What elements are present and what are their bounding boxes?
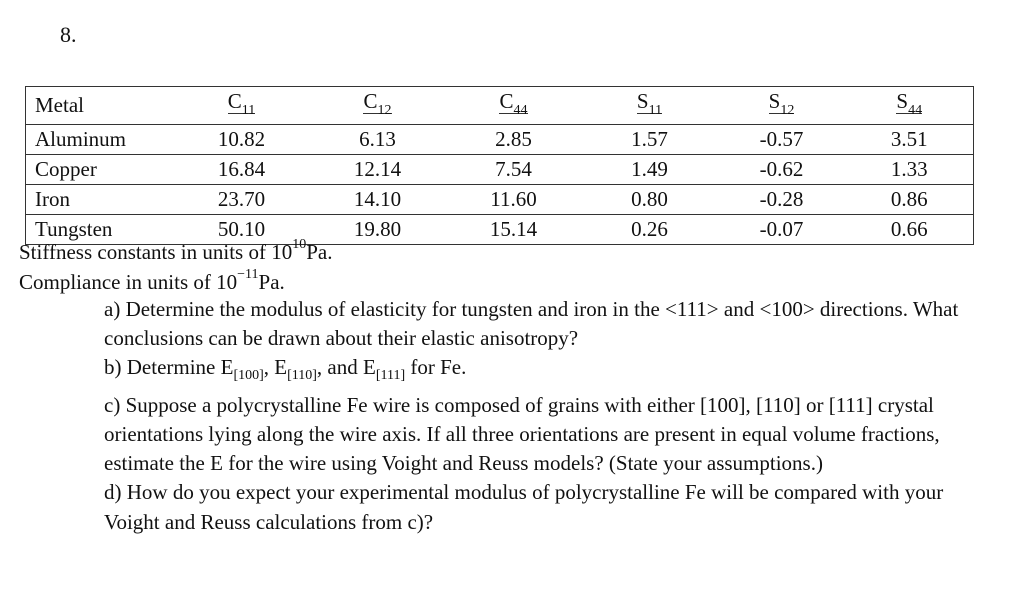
question-a: a) Determine the modulus of elasticity for tungsten and iron in the <111> and <100> directions. What conclusions can be drawn about their elastic anisotropy? xyxy=(104,297,959,351)
cell-c44: 2.85 xyxy=(446,125,582,155)
cell-c44: 15.14 xyxy=(446,215,582,245)
cell-s44: 0.66 xyxy=(846,215,974,245)
header-s11: $S_{11}$ xyxy=(582,87,718,125)
cell-s44: 1.33 xyxy=(846,155,974,185)
compliance-units-note: Compliance in units of $10^{-11}Pa$. xyxy=(19,267,285,294)
header-s12: $S_{12}$ xyxy=(718,87,846,125)
cell-s44: 0.86 xyxy=(846,185,974,215)
header-s44: $S_{44}$ xyxy=(846,87,974,125)
cell-c44: 7.54 xyxy=(446,155,582,185)
cell-c11: 10.82 xyxy=(174,125,310,155)
cell-s11: 0.26 xyxy=(582,215,718,245)
cell-c12: 12.14 xyxy=(310,155,446,185)
question-list xyxy=(104,295,984,537)
cell-s12: -0.07 xyxy=(718,215,846,245)
cell-c11: 16.84 xyxy=(174,155,310,185)
cell-c11: 23.70 xyxy=(174,185,310,215)
cell-c44: 11.60 xyxy=(446,185,582,215)
cell-metal: Iron xyxy=(26,185,174,215)
cell-s12: -0.62 xyxy=(718,155,846,185)
cell-s44: 3.51 xyxy=(846,125,974,155)
problem-number: 8. xyxy=(60,22,77,47)
cell-s11: 1.49 xyxy=(582,155,718,185)
cell-s12: -0.57 xyxy=(718,125,846,155)
cell-s12: -0.28 xyxy=(718,185,846,215)
cell-s11: 1.57 xyxy=(582,125,718,155)
question-b: b) Determine $E_{[100]}$, $E_{[110]}$, and $E_{[111]}$ for Fe. xyxy=(104,355,467,384)
cell-metal: Copper xyxy=(26,155,174,185)
cell-c11: 50.10 xyxy=(174,215,310,245)
cell-metal: Tungsten xyxy=(26,215,174,245)
cell-c12: 19.80 xyxy=(310,215,446,245)
table-row-copper xyxy=(26,155,974,185)
cell-c12: 6.13 xyxy=(310,125,446,155)
header-c11: $C_{11}$ xyxy=(174,87,310,125)
table-row-aluminum xyxy=(26,125,974,155)
question-d: d) How do you expect your experimental modulus of polycrystalline Fe will be compared with your Voight and Reuss calculations from c)? xyxy=(104,480,944,534)
cell-metal: Aluminum xyxy=(26,125,174,155)
stiffness-units-note: Stiffness constants in units of $10^{10}Pa$. xyxy=(19,237,333,264)
header-c44: $C_{44}$ xyxy=(446,87,582,125)
table-row-iron xyxy=(26,185,974,215)
table-header-row xyxy=(26,87,974,125)
elastic-constants-table xyxy=(25,86,974,245)
header-c12: $C_{12}$ xyxy=(310,87,446,125)
header-metal: Metal xyxy=(26,87,174,125)
cell-s11: 0.80 xyxy=(582,185,718,215)
question-c: c) Suppose a polycrystalline Fe wire is composed of grains with either [100], [110] or [111] crystal orientations lying along the wire axis. If all three orientations are present in equal volume fractions, estimate the E for the wire using Voight and Reuss models? (State your assumptions.) xyxy=(104,392,940,476)
cell-c12: 14.10 xyxy=(310,185,446,215)
